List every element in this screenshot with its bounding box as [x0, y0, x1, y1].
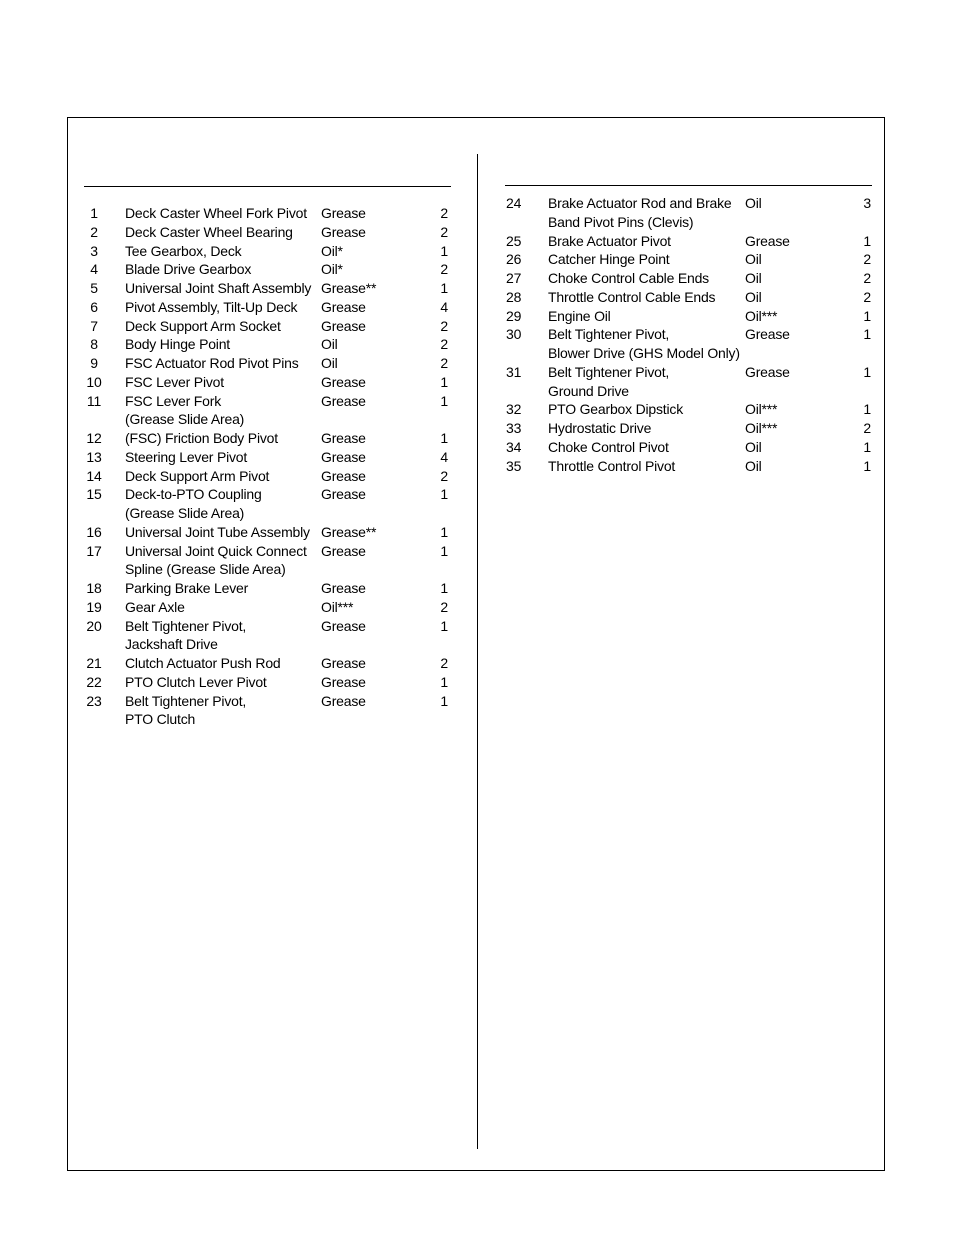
- item-description-line: Belt Tightener Pivot,: [548, 326, 670, 343]
- lubricant-type: Grease: [321, 467, 366, 484]
- item-description: [125, 260, 321, 279]
- column-divider: [477, 154, 478, 1149]
- table-row: [84, 523, 451, 542]
- quantity: 2: [440, 336, 448, 353]
- lubricant-type: Grease: [321, 392, 366, 409]
- lubricant-type: Grease: [321, 223, 366, 240]
- table-row: [84, 429, 451, 448]
- item-number: 19: [86, 598, 102, 615]
- item-description: [548, 269, 744, 288]
- item-description-continuation: Ground Drive: [548, 382, 629, 399]
- quantity: 2: [863, 251, 871, 268]
- lubricant-type: Grease: [321, 298, 366, 315]
- item-number: 3: [90, 242, 98, 259]
- item-description-line: Belt Tightener Pivot,: [548, 363, 670, 380]
- quantity: 1: [440, 580, 448, 596]
- item-number: 11: [86, 392, 102, 409]
- item-description: [125, 392, 321, 430]
- item-description: [548, 250, 744, 269]
- quantity: 1: [440, 486, 448, 503]
- item-description: [125, 354, 321, 373]
- item-description-line: Parking Brake Lever: [125, 580, 249, 596]
- table-row: [505, 400, 872, 419]
- item-description: [548, 288, 744, 307]
- quantity: 1: [863, 326, 871, 343]
- table-row: [84, 448, 451, 467]
- table-row: [84, 279, 451, 298]
- item-description-line: Steering Lever Pivot: [125, 448, 248, 465]
- item-number: 9: [90, 355, 98, 371]
- item-description: [548, 457, 744, 476]
- item-description-line: Deck Caster Wheel Bearing: [125, 223, 293, 240]
- item-number: 8: [90, 336, 98, 353]
- item-number: 17: [86, 542, 102, 559]
- lubricant-type: Grease**: [321, 280, 377, 296]
- item-description: [125, 654, 321, 673]
- item-number: 16: [86, 523, 102, 540]
- table-row: [84, 579, 451, 598]
- item-description: [125, 335, 321, 354]
- table-row: [84, 260, 451, 279]
- item-description: [125, 467, 321, 486]
- item-description-line: Brake Actuator Rod and Brake: [548, 195, 732, 211]
- lubricant-type: Grease: [321, 655, 366, 671]
- item-number: 18: [86, 580, 102, 596]
- item-description: [125, 579, 321, 598]
- quantity: 2: [863, 288, 871, 305]
- item-number: 22: [86, 673, 102, 690]
- item-description: [125, 448, 321, 467]
- item-number: 34: [506, 438, 522, 455]
- lubricant-type: Oil***: [745, 401, 778, 418]
- quantity: 1: [863, 457, 871, 474]
- item-description-line: Choke Control Cable Ends: [548, 270, 709, 286]
- quantity: 2: [440, 655, 448, 671]
- item-description-line: Body Hinge Point: [125, 336, 230, 353]
- table-row: [84, 373, 451, 392]
- lubricant-type: Grease: [321, 617, 366, 634]
- quantity: 3: [863, 195, 871, 211]
- item-number: 10: [86, 373, 102, 390]
- item-description: [125, 242, 321, 261]
- quantity: 4: [440, 448, 448, 465]
- left-rows: [84, 187, 451, 729]
- item-description-line: Deck Caster Wheel Fork Pivot: [125, 205, 307, 221]
- lubricant-type: Oil: [745, 270, 762, 286]
- quantity: 2: [863, 270, 871, 286]
- item-description-line: Engine Oil: [548, 307, 611, 324]
- item-description-line: Throttle Control Cable Ends: [548, 288, 716, 305]
- item-description-line: Brake Actuator Pivot: [548, 232, 671, 249]
- lubricant-type: Grease: [321, 673, 366, 690]
- item-description-line: FSC Lever Pivot: [125, 373, 224, 390]
- quantity: 1: [440, 280, 448, 296]
- quantity: 1: [863, 363, 871, 380]
- lubricant-type: Grease: [321, 430, 366, 446]
- item-description: [125, 204, 321, 223]
- item-number: 24: [506, 195, 522, 211]
- item-description: [548, 363, 744, 401]
- item-description: [548, 400, 744, 419]
- table-row: [84, 392, 451, 430]
- quantity: 2: [440, 355, 448, 371]
- item-description: [125, 298, 321, 317]
- quantity: 1: [440, 242, 448, 259]
- item-description-continuation: PTO Clutch: [125, 711, 196, 728]
- item-description-line: PTO Gearbox Dipstick: [548, 401, 684, 418]
- table-row: [84, 692, 451, 730]
- item-number: 21: [86, 655, 102, 671]
- lubricant-type: Oil*: [321, 242, 343, 259]
- table-row: [84, 298, 451, 317]
- lubricant-type: Oil*: [321, 261, 343, 278]
- item-description-line: Hydrostatic Drive: [548, 420, 652, 436]
- lubricant-type: Grease: [321, 486, 366, 503]
- quantity: 1: [440, 523, 448, 540]
- table-row: [84, 673, 451, 692]
- quantity: 2: [440, 261, 448, 278]
- item-number: 20: [86, 617, 102, 634]
- item-number: 33: [506, 420, 522, 436]
- quantity: 1: [440, 392, 448, 409]
- item-number: 1: [90, 205, 98, 221]
- item-description-line: Catcher Hinge Point: [548, 251, 670, 268]
- item-number: 15: [86, 486, 102, 503]
- item-number: 32: [506, 401, 522, 418]
- item-description-line: Universal Joint Tube Assembly: [125, 523, 310, 540]
- table-row: [505, 307, 872, 326]
- item-description-line: Deck-to-PTO Coupling: [125, 486, 262, 503]
- lubricant-type: Oil: [321, 336, 338, 353]
- item-description: [125, 673, 321, 692]
- table-row: [505, 269, 872, 288]
- quantity: 1: [440, 373, 448, 390]
- table-row: [84, 223, 451, 242]
- right-rows: [505, 186, 872, 475]
- item-description: [548, 307, 744, 326]
- item-description: [548, 194, 744, 232]
- table-row: [505, 194, 872, 232]
- item-number: 30: [506, 326, 522, 343]
- item-description-line: (FSC) Friction Body Pivot: [125, 430, 278, 446]
- quantity: 1: [440, 430, 448, 446]
- table-row: [505, 288, 872, 307]
- item-description: [125, 617, 321, 655]
- quantity: 2: [440, 467, 448, 484]
- lubricant-type: Grease: [745, 326, 790, 343]
- item-description-line: Universal Joint Quick Connect: [125, 542, 307, 559]
- item-description: [548, 419, 744, 438]
- lubricant-type: Grease: [321, 317, 366, 334]
- quantity: 1: [863, 307, 871, 324]
- item-description: [125, 542, 321, 580]
- table-row: [505, 438, 872, 457]
- item-description: [125, 373, 321, 392]
- lubricant-type: Grease: [321, 692, 366, 709]
- lubricant-type: Grease: [321, 448, 366, 465]
- item-number: 6: [90, 298, 98, 315]
- item-number: 14: [86, 467, 102, 484]
- item-description: [125, 692, 321, 730]
- item-description: [548, 438, 744, 457]
- table-row: [84, 467, 451, 486]
- table-row: [505, 363, 872, 401]
- item-description-continuation: Blower Drive (GHS Model Only): [548, 345, 740, 361]
- item-description-line: Gear Axle: [125, 598, 185, 615]
- item-description-line: Clutch Actuator Push Rod: [125, 655, 281, 671]
- quantity: 1: [863, 438, 871, 455]
- right-lubrication-table: [505, 185, 872, 475]
- item-number: 31: [506, 363, 522, 380]
- table-row: [505, 419, 872, 438]
- item-description: [548, 232, 744, 251]
- item-description-line: Deck Support Arm Socket: [125, 317, 281, 334]
- table-row: [84, 335, 451, 354]
- table-row: [84, 204, 451, 223]
- item-number: 28: [506, 288, 522, 305]
- item-description-line: Tee Gearbox, Deck: [125, 242, 242, 259]
- lubricant-type: Grease: [745, 232, 790, 249]
- quantity: 1: [440, 617, 448, 634]
- lubricant-type: Oil: [745, 195, 762, 211]
- item-description: [548, 325, 744, 363]
- item-description-continuation: Spline (Grease Slide Area): [125, 561, 286, 578]
- item-description-line: Belt Tightener Pivot,: [125, 617, 247, 634]
- table-row: [84, 242, 451, 261]
- lubricant-type: Grease: [321, 542, 366, 559]
- table-row: [505, 232, 872, 251]
- item-number: 12: [86, 430, 102, 446]
- item-description-line: FSC Actuator Rod Pivot Pins: [125, 355, 299, 371]
- lubricant-type: Oil: [745, 288, 762, 305]
- item-number: 5: [90, 280, 98, 296]
- lubricant-type: Oil***: [745, 307, 778, 324]
- item-number: 7: [90, 317, 98, 334]
- lubricant-type: Oil***: [321, 598, 354, 615]
- item-description-continuation: Jackshaft Drive: [125, 636, 218, 653]
- item-number: 35: [506, 457, 522, 474]
- quantity: 1: [440, 692, 448, 709]
- quantity: 2: [440, 598, 448, 615]
- lubricant-type: Oil***: [745, 420, 778, 436]
- item-description-continuation: Band Pivot Pins (Clevis): [548, 213, 694, 230]
- table-row: [84, 317, 451, 336]
- item-number: 27: [506, 270, 522, 286]
- item-description: [125, 317, 321, 336]
- table-row: [84, 542, 451, 580]
- table-row: [84, 654, 451, 673]
- item-number: 23: [86, 692, 102, 709]
- quantity: 4: [440, 298, 448, 315]
- quantity: 1: [440, 673, 448, 690]
- item-description-line: Belt Tightener Pivot,: [125, 692, 247, 709]
- item-description: [125, 223, 321, 242]
- lubricant-type: Oil: [745, 438, 762, 455]
- item-description: [125, 279, 321, 298]
- item-number: 29: [506, 307, 522, 324]
- item-description: [125, 429, 321, 448]
- lubricant-type: Oil: [745, 251, 762, 268]
- quantity: 2: [863, 420, 871, 436]
- lubricant-type: Grease: [321, 205, 366, 221]
- lubricant-type: Oil: [321, 355, 338, 371]
- item-description-line: Blade Drive Gearbox: [125, 261, 252, 278]
- table-row: [84, 485, 451, 523]
- item-description: [125, 523, 321, 542]
- lubricant-type: Grease**: [321, 523, 377, 540]
- lubricant-type: Grease: [321, 373, 366, 390]
- item-number: 25: [506, 232, 522, 249]
- table-row: [84, 354, 451, 373]
- left-lubrication-table: [84, 186, 451, 729]
- item-description: [125, 485, 321, 523]
- item-description-line: Pivot Assembly, Tilt-Up Deck: [125, 298, 298, 315]
- quantity: 1: [863, 232, 871, 249]
- table-row: [84, 598, 451, 617]
- lubricant-type: Grease: [321, 580, 366, 596]
- quantity: 2: [440, 205, 448, 221]
- item-description-line: Throttle Control Pivot: [548, 457, 676, 474]
- item-description-continuation: (Grease Slide Area): [125, 505, 245, 521]
- item-number: 4: [90, 261, 98, 278]
- table-row: [505, 457, 872, 476]
- item-number: 13: [86, 448, 102, 465]
- item-description-line: PTO Clutch Lever Pivot: [125, 673, 267, 690]
- lubricant-type: Grease: [745, 363, 790, 380]
- lubricant-type: Oil: [745, 457, 762, 474]
- item-description: [125, 598, 321, 617]
- quantity: 1: [440, 542, 448, 559]
- table-row: [505, 325, 872, 363]
- item-description-line: Universal Joint Shaft Assembly: [125, 280, 312, 296]
- item-description-line: Choke Control Pivot: [548, 438, 669, 455]
- quantity: 2: [440, 223, 448, 240]
- item-number: 26: [506, 251, 522, 268]
- item-description-line: FSC Lever Fork: [125, 392, 221, 409]
- item-description-continuation: (Grease Slide Area): [125, 411, 245, 428]
- table-row: [505, 250, 872, 269]
- quantity: 1: [863, 401, 871, 418]
- item-number: 2: [90, 223, 98, 240]
- quantity: 2: [440, 317, 448, 334]
- table-row: [84, 617, 451, 655]
- item-description-line: Deck Support Arm Pivot: [125, 467, 270, 484]
